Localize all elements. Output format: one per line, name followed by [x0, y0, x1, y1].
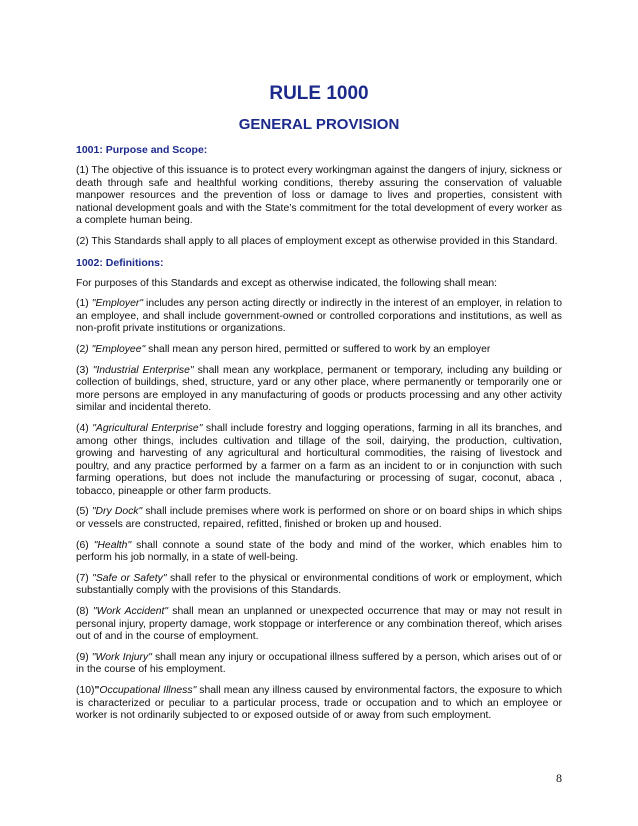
- page-subtitle: GENERAL PROVISION: [238, 116, 400, 133]
- definition-item: (4) "Agricultural Enterprise" shall include forestry and logging operations, farming in all its branches, and among other things, includes cultivation and tillage of the soil, dairying, the production, cultivation, growing and harvesting of any agricultural and horticultural commodities, the raising of livestock and poultry, and any practice performed by a farmer on a farm as an incident to or in conjunction with such farming operations, but does not include the manufacturing or processing of sugar, coconut, abaca , tobacco, pineapple or other farm products.: [76, 422, 562, 497]
- paragraph-definitions-intro: For purposes of this Standards and except as otherwise indicated, the following shall mean:: [76, 277, 498, 289]
- page-number: 8: [556, 771, 562, 785]
- definition-item: (10)"Occupational Illness" shall mean any illness caused by environmental factors, the exposure to which is characterized or peculiar to a particular process, trade or occupation and to which an employee or worker is not ordinarily subjected to or exposed outside of or away from such employment.: [76, 685, 562, 722]
- definition-item: (3) "Industrial Enterprise" shall mean any workplace, permanent or temporary, including any building or collection of buildings, shed, structure, yard or any other place, where permanently or temporarily one or more persons are employed in any manufacturing of goods or products processing and any other activity similar and incidental thereto.: [76, 364, 562, 414]
- section-heading-definitions: 1002: Definitions:: [76, 256, 164, 269]
- definition-item: (7) "Safe or Safety" shall refer to the physical or environmental conditions of work or employment, which substantially comply with the provisions of this Standards.: [76, 572, 562, 597]
- page-title: RULE 1000: [269, 83, 369, 104]
- definition-item: (2) "Employee" shall mean any person hired, permitted or suffered to work by an employer: [76, 343, 491, 355]
- definition-item: (1) "Employer" includes any person acting directly or indirectly in the interest of an employer, in relation to an employee, and shall include government-owned or controlled corporations and institutions, as well as non-profit private institutions or organizations.: [76, 298, 562, 335]
- section-heading-purpose: 1001: Purpose and Scope:: [76, 144, 208, 156]
- definition-item: (8) "Work Accident" shall mean an unplanned or unexpected occurrence that may or may not result in personal injury, property damage, work stoppage or interference or any combination thereof, which arises out of and in the course of employment.: [76, 606, 562, 643]
- definition-item: (5) "Dry Dock" shall include premises where work is performed on shore or on board ships in which ships or vessels are constructed, repaired, refitted, finished or broken up and housed.: [76, 506, 562, 531]
- paragraph-scope: (2) This Standards shall apply to all places of employment except as otherwise provided in this Standard.: [76, 235, 558, 247]
- definition-item: (9) "Work Injury" shall mean any injury or occupational illness suffered by a person, which arises out of or in the course of his employment.: [76, 651, 562, 676]
- paragraph-objective: (1) The objective of this issuance is to protect every workingman against the dangers of injury, sickness or death through safe and healthful working conditions, thereby assuring the conservation of valuable manpower resources and the prevention of loss or damage to lives and properties, consistent with national development goals and with the State’s commitment for the total development of every worker as a complete human being.: [76, 165, 562, 227]
- definition-item: (6) "Health" shall connote a sound state of the body and mind of the worker, which enables him to perform his job normally, in a state of well-being.: [76, 539, 562, 564]
